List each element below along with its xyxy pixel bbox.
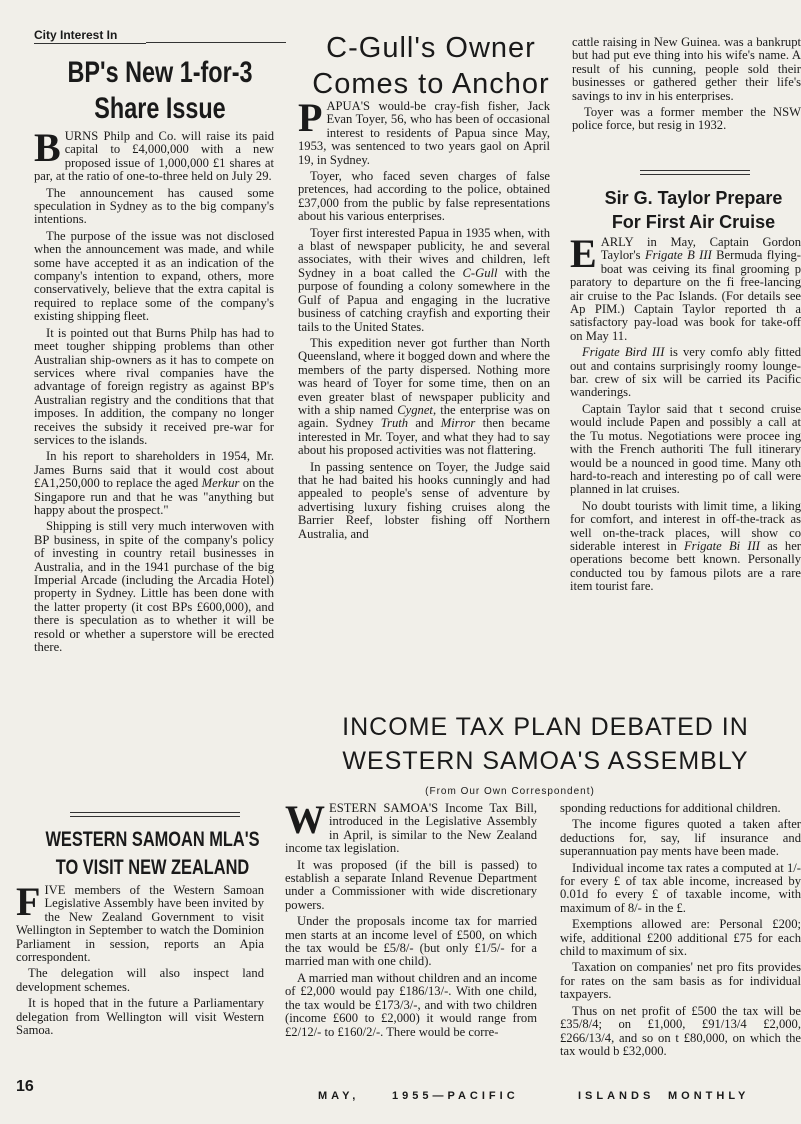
mla-headline	[41, 826, 263, 882]
footer-year-title: 1955—PACIFIC	[392, 1090, 519, 1102]
kicker-underline	[34, 43, 146, 44]
cont-paragraph-1: cattle raising in New Guinea. was a bankrupt but had put eve thing into his wife's name. A result of his cunning, people sold their businesses or gathered gether their life's savings to inv in his enterprises.	[572, 36, 801, 103]
income-headline-line2: WESTERN SAMOA'S ASSEMBLY	[342, 747, 749, 775]
divider-right	[640, 170, 750, 171]
drop-cap: P	[298, 95, 323, 140]
cont-paragraph-2: Toyer was a former member the NSW police force, but resig in 1932.	[572, 105, 801, 133]
divider-left	[70, 812, 240, 813]
income-paragraph-8: Exemptions allowed are: Personal £200; wife, additional £200 additional £75 for each child to maximum of six.	[560, 917, 801, 959]
cgull-headline-line1: C-Gull's Owner	[326, 32, 536, 64]
income-paragraph-5: sponding reductions for additional children.	[560, 802, 781, 815]
cgull-paragraph-3: Toyer first interested Papua in 1935 when, with a blast of newspaper publicity, he and several associates, with their wives and children, left Sydney in a boat called the C-Gull with the purpose of founding a colony somewhere in the Gulf of Papua and engaging in the lucrative business of catching crayfish and exporting their tails to the United States.	[298, 225, 550, 334]
bp-headline-line1: BP's New 1-for-3	[67, 56, 253, 89]
drop-cap: B	[34, 125, 61, 170]
bp-headline-line2: Share Issue	[94, 92, 226, 125]
taylor-article	[570, 236, 801, 686]
cgull-paragraph-1: PAPUA'S would-be cray-fish fisher, Jack Evan Toyer, 56, who has been of occasional interest to residents of Papua since May, 1953, was sentenced to two years gaol on April 19, in Sydney.	[298, 95, 550, 167]
footer-pub-monthly: MONTHLY	[668, 1090, 750, 1102]
income-article-left	[285, 797, 537, 1042]
mla-paragraph-1: FIVE members of the Western Samoan Legislative Assembly have been invited by the New Zealand Government to visit Wellington in September to watch the Dominion Parliament in session, reports an Apia correspondent.	[16, 879, 264, 965]
bp-paragraph-1: BURNS Philp and Co. will raise its paid capital to £4,000,000 with a new proposed issue of 1,000,000 £1 shares at par, at the ratio of one-to-three held on July 29.	[34, 125, 274, 184]
income-paragraph-3: Under the proposals income tax for married men starts at an income level of £500, on which the tax would be £5/8/- (but only £1/5/- for a married man with one child).	[285, 914, 537, 969]
income-byline: (From Our Own Correspondent)	[425, 786, 595, 797]
taylor-paragraph-4: No doubt tourists with limit time, a liking for comfort, and interest in off-the-track as well on-the-track places, will show co siderable interest in Frigate Bi III as her operations become bett known. Personally conducted tou by famous pilots are a rare item tourist fare.	[570, 498, 801, 594]
mla-article	[16, 879, 264, 1040]
income-headline-line1: INCOME TAX PLAN DEBATED IN	[342, 713, 749, 741]
footer-pub-islands: ISLANDS	[578, 1090, 655, 1102]
bp-paragraph-4: It is pointed out that Burns Philp has had to meet tougher shipping problems than other Australian ship-owners as it has to compete on services where rival companies have the advantage of foreign registry as against BP's Australian registry and the conditions that that imposes. In addition, the company no longer receives the subsidy it received pre-war for services to the islands.	[34, 325, 274, 447]
divider-right-2	[640, 174, 750, 175]
divider-left-2	[70, 816, 240, 817]
mla-paragraph-2: The delegation will also inspect land development schemes.	[16, 966, 264, 994]
cgull-article	[298, 95, 551, 544]
drop-cap: F	[16, 879, 41, 924]
cgull-paragraph-2: Toyer, who faced seven charges of false pretences, had according to the police, obtained £37,000 from the public by false representations about his various enterprises.	[298, 169, 550, 224]
top-rule-left	[146, 42, 286, 43]
mla-paragraph-3: It is hoped that in the future a Parliamentary delegation from Wellington will visit Western Samoa.	[16, 996, 264, 1038]
income-paragraph-4: A married man without children and an income of £2,000 would pay £186/13/-. With one child, the tax would be £173/3/-, and with two children (income £600 to £2,000) it would range from £2/12/- to £160/2/-. There would be corre-	[285, 970, 537, 1039]
bp-paragraph-2: The announcement has caused some speculation in Sydney as to the big company's intentions.	[34, 185, 274, 227]
bp-headline	[51, 55, 269, 127]
income-paragraph-2: It was proposed (if the bill is passed) to establish a separate Inland Revenue Department under a Commissioner with wide discretionary powers.	[285, 857, 537, 912]
income-article-right	[560, 802, 801, 1072]
taylor-paragraph-1: EARLY in May, Captain Gordon Taylor's Frigate B III Bermuda flying-boat was ceiving its final grooming p paratory to departure on the fi free-lancing air cruise to the Pac Islands. (For details see Ap PIM.) Captain Taylor reported th a satisfactory pay-load was book for take-off on May 11.	[570, 236, 801, 343]
income-paragraph-1: WESTERN SAMOA'S Income Tax Bill, introduced in the Legislative Assembly in April, is similar to the New Zealand income tax legislation.	[285, 797, 537, 856]
income-paragraph-6: The income figures quoted a taken after deductions for, say, lif insurance and superannuation pay ments have been made.	[560, 817, 801, 859]
section-kicker	[34, 28, 117, 42]
footer-month: MAY,	[318, 1090, 360, 1102]
mla-headline-line2: TO VISIT NEW ZEALAND	[55, 856, 250, 879]
page-number: 16	[16, 1078, 34, 1095]
cgull-paragraph-5: In passing sentence on Toyer, the Judge said that he had baited his hooks cunningly and had appealed to people's sense of adventure by advertising luxury fishing cruises along the Barrier Reef, lobster fishing off Northern Australia, and	[298, 459, 550, 541]
cgull-continued	[572, 36, 801, 136]
mla-headline-line1: WESTERN SAMOAN MLA'S	[45, 828, 260, 851]
taylor-paragraph-3: Captain Taylor said that t second cruise would include Papen and possibly a call at the Tu motus. Negotiations were procee ing with the French authoriti The full itinerary would be a nounced in good time. Many oth hard-to-reach and interesting po of call were planned in lat cruises.	[570, 401, 801, 497]
kicker-text: City Interest In	[34, 28, 118, 42]
income-paragraph-10: Thus on net profit of £500 the tax will be £35/8/4; on £1,000, £91/13/4 £2,000, £266/13/4, and so on t £80,000, on which the tax would b £32,000.	[560, 1003, 801, 1058]
income-paragraph-7: Individual income tax rates a computed at 1/- for every £ of tax able income, increased by 0.01d fo every £ of taxable income, with maximum of 8/- in the £.	[560, 860, 801, 915]
taylor-headline-line2: For First Air Cruise	[611, 212, 776, 232]
income-paragraph-9: Taxation on companies' net pro fits provides for rates on the sam basis as for individual taxpayers.	[560, 960, 801, 1002]
bp-paragraph-6: Shipping is still very much interwoven with BP business, in spite of the company's policy of investing in country retail businesses in Australia, and in the 1941 purchase of the big Imperial Arcade (including the Arcadia Hotel) property in Sydney. Little has been done with the latter property (it cost BPs £600,000), and there is speculation as to whether it will be resold or whether a superstore will be erected there.	[34, 519, 274, 655]
bp-paragraph-5: In his report to shareholders in 1954, Mr. James Burns said that it would cost about £A1,250,000 to replace the aged Merkur on the Singapore run and that he was "anything but happy about the prospect."	[34, 449, 275, 517]
taylor-paragraph-2: Frigate Bird III is very comfo ably fitted out and contains surprisingly roomy lounge-bar. crew of six will be carried its Pacific wanderings.	[570, 345, 801, 400]
bp-paragraph-3: The purpose of the issue was not disclosed when the announcement was made, and while some have accepted it as an indication of the company's intention to expand, others, more conservatively, believe that the extra capital is required to replace some of the company's existing shipping fleet.	[34, 228, 274, 324]
bp-article	[34, 125, 275, 657]
drop-cap: E	[570, 236, 597, 276]
cgull-paragraph-4: This expedition never got further than North Queensland, where it bogged down and where the members of the party dispersed. Nothing more was heard of Toyer for some time, then on an even greater blast of newspaper publicity and with a ship named Cygnet, the enterprise was on again. Sydney Truth and Mirror then became interested in Mr. Toyer, and what they had to say about his proposed activities was not flattering.	[298, 335, 551, 458]
taylor-headline	[586, 186, 801, 234]
cgull-headline-line2: Comes to Anchor	[312, 68, 550, 100]
cgull-headline	[300, 30, 562, 102]
taylor-headline-line1: Sir G. Taylor Prepare	[604, 188, 783, 208]
drop-cap: W	[285, 797, 325, 842]
income-headline	[290, 710, 801, 778]
